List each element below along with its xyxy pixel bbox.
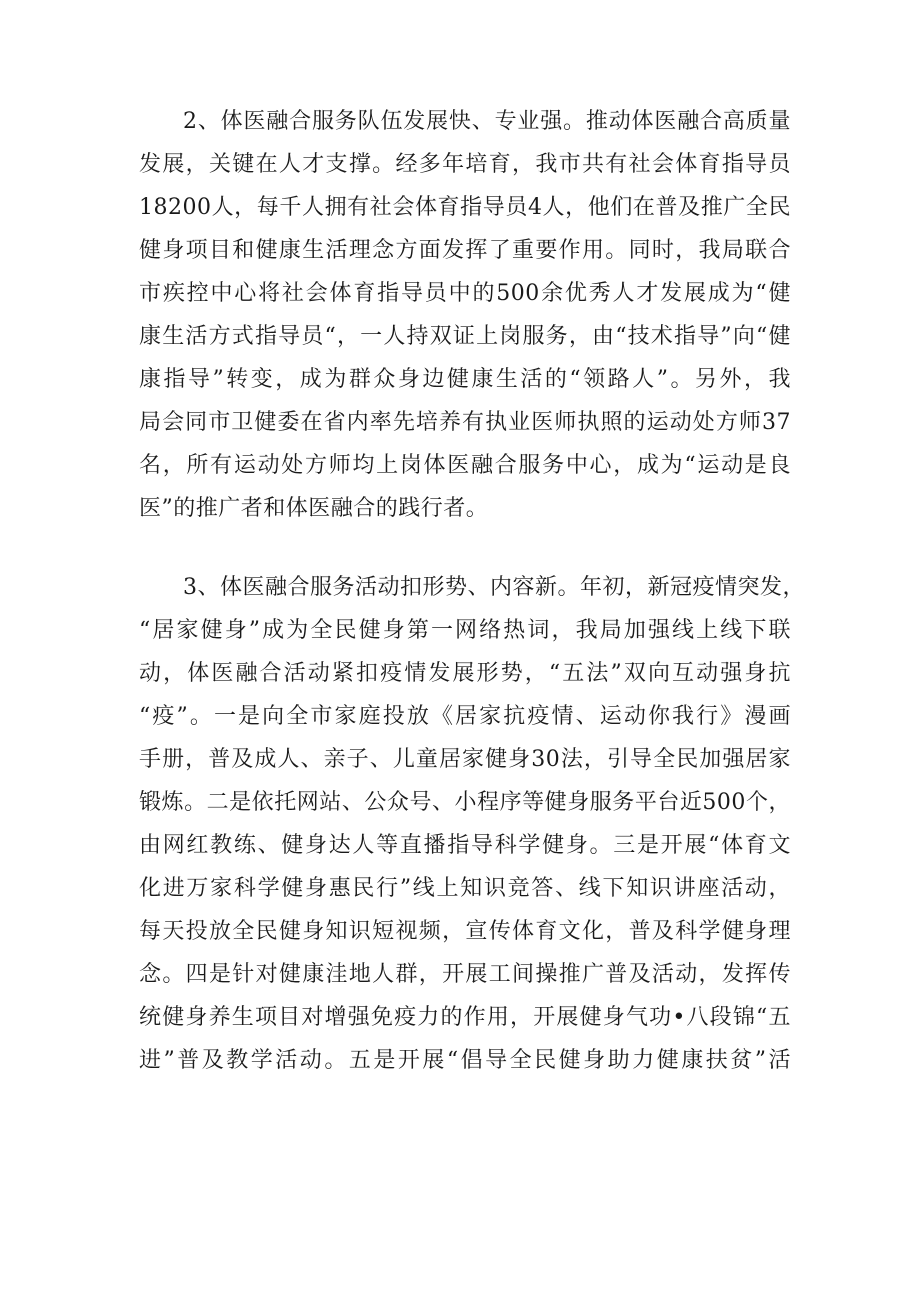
text-line: “疫”。一是向全市家庭投放《居家抗疫情、运动你我行》漫画 [139, 704, 791, 729]
text-line: 化进万家科学健身惠民行”线上知识竞答、线下知识讲座活动， [139, 876, 791, 901]
text-line: 念。四是针对健康洼地人群，开展工间操推广普及活动，发挥传 [139, 962, 791, 987]
document-body [139, 100, 805, 1082]
text-line: 局会同市卫健委在省内率先培养有执业医师执照的运动处方师37 [139, 410, 791, 435]
text-line: 统健身养生项目对增强免疫力的作用，开展健身气功•八段锦“五 [139, 1005, 791, 1030]
text-line: 每天投放全民健身知识短视频，宣传体育文化，普及科学健身理 [139, 919, 791, 944]
text-line: 由网红教练、健身达人等直播指导科学健身。三是开展“体育文 [139, 833, 791, 858]
text-line: 康指导”转变，成为群众身边健康生活的“领路人”。另外，我 [139, 367, 791, 392]
text-line: 18200人，每千人拥有社会体育指导员4人，他们在普及推广全民 [139, 195, 791, 220]
text-line: 医”的推广者和体医融合的践行者。 [139, 496, 489, 521]
text-line: 3、体医融合服务活动扣形势、内容新。年初，新冠疫情突发， [183, 575, 805, 600]
text-line: 动，体医融合活动紧扣疫情发展形势，“五法”双向互动强身抗 [139, 661, 791, 686]
paragraph-talent-team [139, 100, 791, 530]
text-line: 锻炼。二是依托网站、公众号、小程序等健身服务平台近500个， [139, 790, 791, 815]
text-line: 健身项目和健康生活理念方面发挥了重要作用。同时，我局联合 [139, 238, 791, 263]
text-line: 市疾控中心将社会体育指导员中的500余优秀人才发展成为“健 [139, 281, 791, 306]
text-line: 2、体医融合服务队伍发展快、专业强。推动体医融合高质量 [183, 109, 791, 134]
text-line: 进”普及教学活动。五是开展“倡导全民健身助力健康扶贫”活 [139, 1048, 791, 1073]
text-line: 名，所有运动处方师均上岗体医融合服务中心，成为“运动是良 [139, 453, 791, 478]
text-line: 康生活方式指导员“，一人持双证上岗服务，由“技术指导”向“健 [139, 324, 791, 349]
paragraph-service-activities [139, 566, 805, 1082]
text-line: 手册，普及成人、亲子、儿童居家健身30法，引导全民加强居家 [139, 747, 791, 772]
text-line: 发展，关键在人才支撑。经多年培育，我市共有社会体育指导员 [139, 152, 791, 177]
text-line: “居家健身”成为全民健身第一网络热词，我局加强线上线下联 [139, 618, 791, 643]
